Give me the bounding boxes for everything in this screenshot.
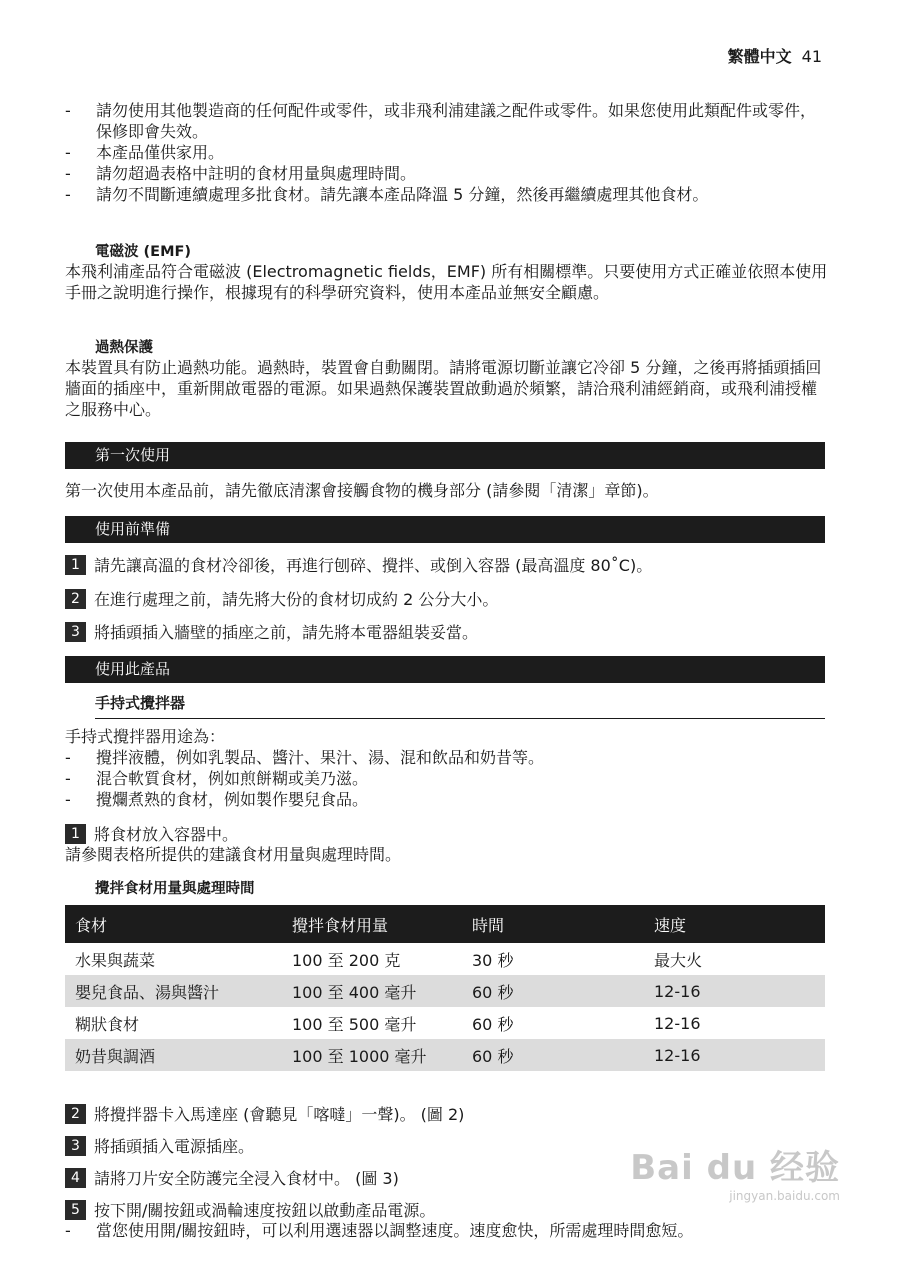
- step-number-badge: 1: [65, 824, 86, 844]
- emf-body: 本飛利浦產品符合電磁波 (Electromagnetic fields，EMF) 所有相關標準。只要使用方式正確並依照本使用手冊之說明進行操作，根據現有的科學研究資料，使用本產品並無安全顧慮。: [65, 262, 828, 302]
- use-step-1: 1 將食材放入容器中。: [65, 822, 238, 845]
- table-row: 水果與蔬菜 100 至 200 克 30 秒 最大火: [75, 950, 703, 970]
- section-bar-use: 使用此產品: [65, 656, 825, 683]
- use-subtitle: 手持式攪拌器: [95, 692, 825, 719]
- page-header: [728, 44, 822, 67]
- overheat-title: 過熱保護: [95, 340, 153, 356]
- table-row: 糊狀食材 100 至 500 毫升 60 秒 12-16: [75, 1013, 701, 1034]
- prep-step-2: 2 在進行處理之前，請先將大份的食材切成約 2 公分大小。: [65, 587, 498, 610]
- use-intro-block: [65, 726, 830, 810]
- processing-table: [65, 905, 825, 1071]
- step-number-badge: 3: [65, 622, 86, 642]
- prep-step-3: 3 將插頭插入牆壁的插座之前，請先將本電器組裝妥當。: [65, 620, 478, 643]
- list-item: - 請勿不間斷連續處理多批食材。請先讓本產品降溫 5 分鐘，然後再繼續處理其他食材。: [65, 185, 709, 204]
- list-item: - 本產品僅供家用。: [65, 143, 225, 162]
- table-header-row: [65, 905, 825, 943]
- step-number-badge: 4: [65, 1168, 86, 1188]
- final-bullet: [65, 1220, 830, 1241]
- step-number-badge: 1: [65, 555, 86, 575]
- list-item: - 當您使用開/關按鈕時，可以利用選速器以調整速度。速度愈快，所需處理時間愈短。: [65, 1221, 694, 1240]
- table-title: 攪拌食材用量與處理時間: [95, 881, 255, 897]
- use-step-5: 5 按下開/關按鈕或渦輪速度按鈕以啟動產品電源。: [65, 1198, 435, 1221]
- watermark-domain: jingyan.baidu.com: [729, 1189, 840, 1203]
- step-number-badge: 5: [65, 1200, 86, 1220]
- list-item: - 請勿使用其他製造商的任何配件或零件，或非飛利浦建議之配件或零件。如果您使用此類配件或零件，保修即會失效。: [65, 101, 817, 141]
- table-row: 嬰兒食品、湯與醬汁 100 至 400 毫升 60 秒 12-16: [65, 975, 825, 1007]
- emf-title: 電磁波 (EMF): [95, 244, 192, 260]
- use-step-2: 2 將攪拌器卡入馬達座 (會聽見「喀噠」一聲)。 (圖 2): [65, 1102, 464, 1125]
- use-intro: 手持式攪拌器用途為：: [65, 727, 226, 746]
- table-header-cell: 速度: [644, 905, 825, 943]
- table-header-cell: 時間: [462, 905, 644, 943]
- step-number-badge: 2: [65, 1104, 86, 1124]
- list-item: - 請勿超過表格中註明的食材用量與處理時間。: [65, 164, 417, 183]
- use-step-4: 4 請將刀片安全防護完全浸入食材中。 (圖 3): [65, 1166, 399, 1189]
- warnings-list: [65, 100, 830, 205]
- list-item: - 攪拌液體，例如乳製品、醬汁、果汁、湯、混和飲品和奶昔等。: [65, 748, 545, 767]
- overheat-body: 本裝置具有防止過熱功能。過熱時，裝置會自動關閉。請將電源切斷並讓它冷卻 5 分鐘，之後再將插頭插回牆面的插座中，重新開啟電器的電源。如果過熱保護裝置啟動過於頻繁，請洽飛利浦經銷商，或飛利浦授權之服務中心。: [65, 358, 822, 419]
- section-bar-first-use: 第一次使用: [65, 442, 825, 469]
- prep-step-1: 1 請先讓高溫的食材冷卻後，再進行刨碎、攪拌、或倒入容器 (最高溫度 80˚C)。: [65, 553, 652, 576]
- table-header-cell: 食材: [65, 905, 282, 943]
- list-item: - 攪爛煮熟的食材，例如製作嬰兒食品。: [65, 790, 369, 809]
- step-number-badge: 3: [65, 1136, 86, 1156]
- table-header-cell: 攪拌食材用量: [282, 905, 462, 943]
- list-item: - 混合軟質食材，例如煎餅糊或美乃滋。: [65, 769, 369, 788]
- page-number: 41: [801, 47, 822, 66]
- table-row: 奶昔與調酒 100 至 1000 毫升 60 秒 12-16: [65, 1039, 825, 1071]
- use-step-3: 3 將插頭插入電源插座。: [65, 1134, 254, 1157]
- use-step-1-note: 請參閱表格所提供的建議食材用量與處理時間。: [65, 845, 402, 864]
- section-bar-prep: 使用前準備: [65, 516, 825, 543]
- first-use-body: 第一次使用本產品前，請先徹底清潔會接觸食物的機身部分 (請參閱「清潔」章節)。: [65, 481, 659, 500]
- baidu-watermark: Bai du 经验 jingyan.baidu.com: [630, 1148, 840, 1203]
- step-number-badge: 2: [65, 589, 86, 609]
- language-label: 繁體中文: [727, 47, 792, 66]
